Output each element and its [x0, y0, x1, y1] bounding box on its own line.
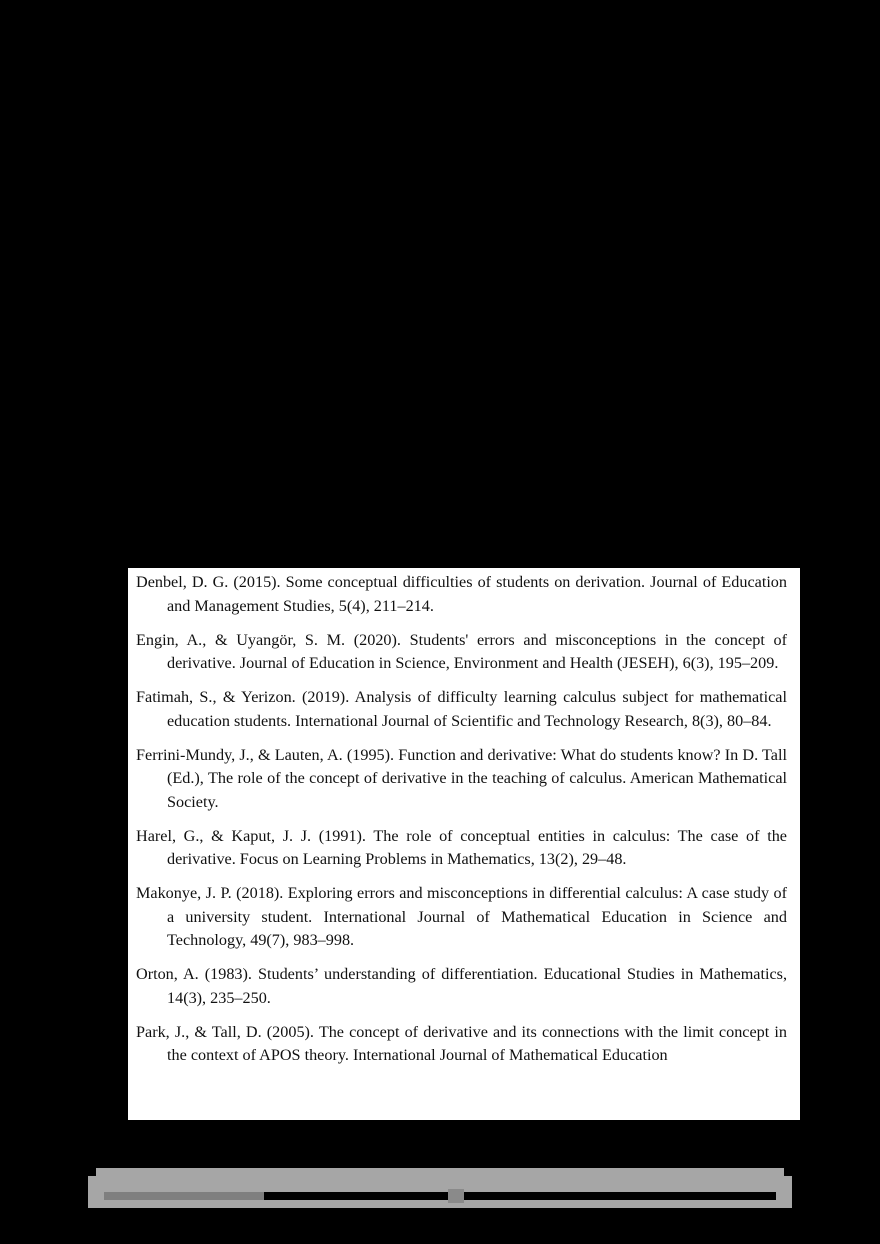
reference-entry: Denbel, D. G. (2015). Some conceptual difficulties of students on derivation. Journal of Education and Management Studies, 5(4), 211–214.: [136, 573, 787, 615]
reference-entry: Orton, A. (1983). Students’ understanding of differentiation. Educational Studies in Mathematics, 14(3), 235–250.: [136, 965, 787, 1007]
reference-entry: Harel, G., & Kaput, J. J. (1991). The role of conceptual entities in calculus: The case of the derivative. Focus on Learning Problems in Mathematics, 13(2), 29–48.: [136, 826, 787, 868]
document-page: [128, 568, 800, 1120]
footer-page-number: [448, 1189, 464, 1203]
page-footer: [88, 1176, 792, 1208]
footer-journal-text: [104, 1184, 264, 1190]
reference-entry: Park, J., & Tall, D. (2005). The concept of derivative and its connections with the limit concept in the context of APOS theory. International Journal of Mathematical Education: [136, 1022, 787, 1064]
footer-journal-block: [104, 1192, 264, 1200]
reference-entry: Makonye, J. P. (2018). Exploring errors and misconceptions in differential calculus: A case study of a university student. International Journal of Mathematical Education in Science and Technology, 49(7), 983–998.: [136, 884, 787, 949]
footer-divider-left: [264, 1192, 448, 1200]
footer-divider-right: [464, 1192, 776, 1200]
reference-entry: Fatimah, S., & Yerizon. (2019). Analysis of difficulty learning calculus subject for mathematical education students. International Journal of Scientific and Technology Research, 8(3), 80–84.: [136, 688, 787, 730]
reference-entry: Engin, A., & Uyangör, S. M. (2020). Students' errors and misconceptions in the concept of derivative. Journal of Education in Science, Environment and Health (JESEH), 6(3), 195–209.: [136, 630, 787, 672]
reference-list: [136, 571, 787, 1078]
reference-entry: Ferrini-Mundy, J., & Lauten, A. (1995). Function and derivative: What do students know? In D. Tall (Ed.), The role of the concept of derivative in the teaching of calculus. American Mathematical Society.: [136, 745, 787, 811]
